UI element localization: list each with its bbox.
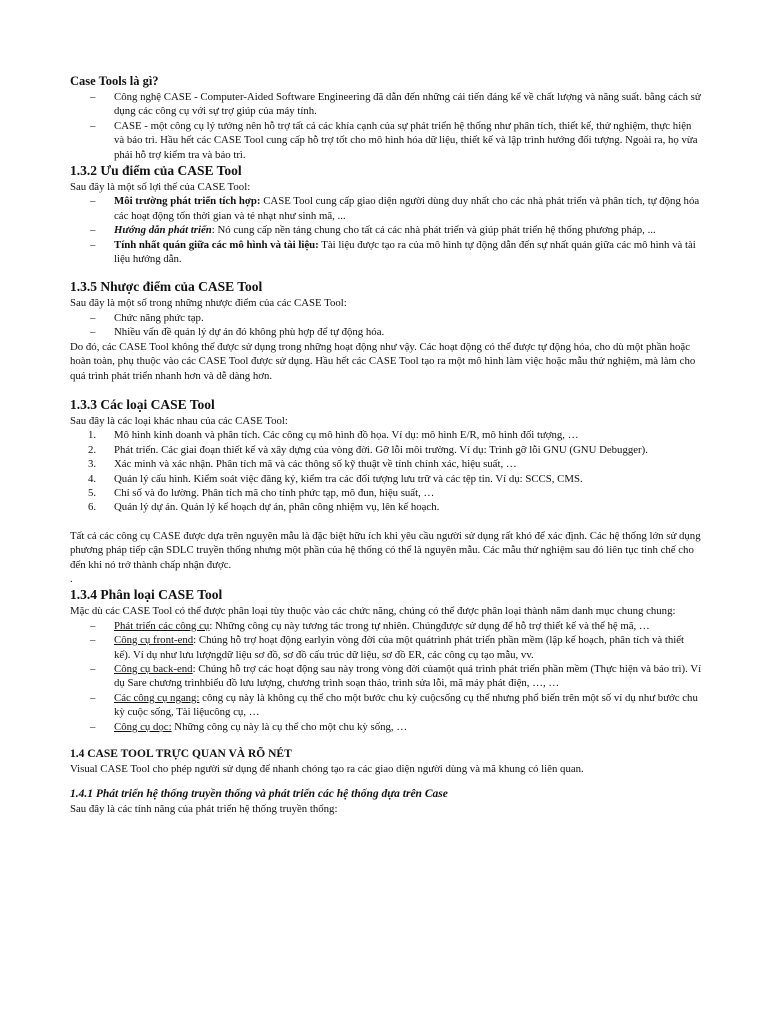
item-text: Phát triển. Các giai đoạn thiết kế và xây dựng của vòng đời. Gỡ lỗi môi trường. Ví dụ: Trình gỡ lỗi GNU (GNU Debugger). bbox=[114, 443, 648, 456]
list-item: – Nhiều vấn đề quản lý dự án đó không phù hợp để tự động hóa. bbox=[70, 325, 702, 339]
list-item bbox=[70, 691, 702, 720]
item-number: 3. bbox=[88, 458, 97, 471]
heading-classification: 1.3.4 Phân loại CASE Tool bbox=[70, 587, 223, 603]
stray-dot: . bbox=[70, 572, 73, 585]
item-number: 5. bbox=[88, 486, 97, 499]
heading-visual-case: 1.4 CASE TOOL TRỰC QUAN VÀ RÕ NÉT bbox=[70, 748, 292, 761]
heading-case-tools: Case Tools là gì? bbox=[70, 74, 159, 88]
list-item: – Chức năng phức tạp. bbox=[70, 311, 702, 325]
item-number: 4. bbox=[88, 472, 97, 485]
classification-intro: Mặc dù các CASE Tool có thể được phân loại tùy thuộc vào các chức năng, chúng có thể được phân loại thành năm danh mục chung chung: bbox=[70, 605, 676, 618]
heading-advantages: 1.3.2 Ưu điểm của CASE Tool bbox=[70, 163, 242, 179]
item-text: : Những công cụ này tương tác trong tự nhiên. Chúngđược sử dụng để hỗ trợ thiết kế và thể hệ mã, … bbox=[209, 619, 650, 632]
list-item bbox=[70, 662, 702, 691]
list-item bbox=[70, 500, 702, 514]
item-number: 1. bbox=[88, 429, 97, 442]
types-list bbox=[70, 428, 702, 514]
item-number: 2. bbox=[88, 443, 97, 456]
item-text: : Nó cung cấp nền tảng chung cho tất cả các nhà phát triển và giúp phát triển hệ thống phương pháp, ... bbox=[211, 224, 656, 237]
item-text: Quản lý dự án. Quản lý kế hoạch dự án, phân công nhiệm vụ, lên kế hoạch. bbox=[114, 501, 440, 514]
heading-disadvantages: 1.3.5 Nhược điểm của CASE Tool bbox=[70, 279, 263, 295]
item-text: Quản lý cấu hình. Kiểm soát việc đăng ký, kiểm tra các đối tượng lưu trữ và các tệp tin. Ví dụ: SCCS, CMS. bbox=[114, 472, 583, 485]
list-item: – Công nghệ CASE - Computer-Aided Software Engineering đã dẫn đến những cải tiến đáng kể về chất lượng và năng suất. bằng cách sử dụng các công cụ với sự trợ giúp của máy tính. bbox=[70, 90, 702, 119]
list-item bbox=[70, 428, 702, 442]
list-item bbox=[70, 472, 702, 486]
list-item bbox=[70, 720, 702, 734]
list-item bbox=[70, 486, 702, 500]
disadvantages-list bbox=[70, 311, 702, 340]
disadvantages-paragraph: Do đó, các CASE Tool không thể được sử dụng trong những hoạt động như vậy. Các hoạt động có thể được tự động hóa, cho dù một phần hoặc hoàn toàn, phụ thuộc vào các CASE Tool được sử dụng. Hầu hết các CASE Tool tạo ra một mô hình làm việc hoặc mẫu thử nghiệm, mà làm cho quá trình phát triển nhanh hơn và dễ dàng hơn. bbox=[70, 340, 696, 382]
list-item bbox=[70, 633, 702, 662]
item-text: : Chúng hỗ trợ hoạt động earlyin vòng đời của một quátrình phát triển phần mềm (lập kế hoạch, phân tích và thiết kế). Ví dụ như lưu lượngdữ liệu sơ đồ, sơ đồ cấu trúc dữ liệu, sơ đồ ER, các công cụ tạo mẫu, vv. bbox=[114, 634, 685, 661]
advantages-list bbox=[70, 194, 702, 266]
case-tools-list bbox=[70, 90, 702, 162]
visual-case-text: Visual CASE Tool cho phép người sử dụng để nhanh chóng tạo ra các giao diện người dùng và mã khung có liên quan. bbox=[70, 763, 584, 776]
list-item bbox=[70, 457, 702, 471]
item-lead: Các công cụ ngang: bbox=[114, 691, 200, 704]
item-number: 6. bbox=[88, 501, 97, 514]
item-lead: Công cụ back-end bbox=[114, 663, 193, 675]
classification-list bbox=[70, 619, 702, 734]
list-item bbox=[70, 194, 702, 223]
advantages-intro: Sau đây là một số lợi thế của CASE Tool: bbox=[70, 181, 251, 194]
list-item bbox=[70, 443, 702, 457]
item-text: Xác minh và xác nhận. Phân tích mã và các thông số kỹ thuật về tính chính xác, hiệu suất, … bbox=[114, 458, 517, 471]
item-text: Chỉ số và đo lường. Phân tích mã cho tính phức tạp, mô đun, hiệu suất, … bbox=[114, 486, 435, 499]
item-text: Những công cụ này là cụ thể cho một chu kỳ sống, … bbox=[171, 720, 408, 733]
types-intro: Sau đây là các loại khác nhau của các CASE Tool: bbox=[70, 414, 288, 427]
item-lead: Môi trường phát triển tích hợp: bbox=[114, 195, 261, 208]
types-paragraph: Tất cả các công cụ CASE được dựa trên nguyên mẫu là đặc biệt hữu ích khi yêu cầu người sử dụng rất khó để xác định. Các hệ thống lớn sử dụng phương pháp tiếp cận SDLC truyền thống nhưng một phần của hệ thống có thể là nguyên mẫu. Các mẫu thử nghiệm sau đó liên tục tinh chế cho đến khi nó trở thành chấp nhận được. bbox=[70, 529, 701, 571]
item-text: công cụ này là không cụ thể cho một bước chu kỳ cuộcsống cụ thể nhưng phổ biến trên một số ví dụ như bước chu kỳ cuộc sống, Tài liệucông cụ, … bbox=[114, 691, 698, 719]
item-text: : Chúng hỗ trợ các hoạt động sau này trong vòng đời củamột quá trình phát triển phần mềm (Thực hiện và bảo trì). Ví dụ Sare chương trìnhbiểu đồ lưu lượng, chương trình soạn thảo, trình sửa lỗi, mã máy phát điện, …, … bbox=[114, 663, 702, 690]
heading-types: 1.3.3 Các loại CASE Tool bbox=[70, 396, 215, 412]
disadvantages-intro: Sau đây là một số trong những nhược điểm của các CASE Tool: bbox=[70, 297, 347, 310]
list-item bbox=[70, 619, 702, 633]
traditional-text: Sau đây là các tính năng của phát triển hệ thống truyền thống: bbox=[70, 803, 338, 816]
list-item bbox=[70, 223, 702, 237]
heading-traditional-vs-case: 1.4.1 Phát triển hệ thống truyền thống và phát triển các hệ thống dựa trên Case bbox=[70, 788, 448, 801]
item-lead: Tính nhất quán giữa các mô hình và tài liệu: bbox=[114, 238, 319, 251]
item-text: CASE Tool cung cấp giao diện người dùng duy nhất cho các nhà phát triển và phân tích, tự động hóa các hoạt động tốn thời gian và tẻ nhạt như sinh mã, ... bbox=[114, 195, 700, 222]
item-lead: Phát triển các công cụ bbox=[114, 619, 210, 632]
item-lead: Công cụ front-end bbox=[114, 634, 194, 647]
item-lead: Hướng dẫn phát triển bbox=[114, 224, 212, 237]
item-text: Mô hình kinh doanh và phân tích. Các công cụ mô hình đồ họa. Ví dụ: mô hình E/R, mô hình đối tượng, … bbox=[114, 429, 579, 442]
list-item: – CASE - một công cụ lý tưởng nên hỗ trợ tất cả các khía cạnh của sự phát triển hệ thống như phân tích, thiết kế, thử nghiệm, thực hiện và bảo trì. Hầu hết các CASE Tool cung cấp hỗ trợ tốt cho mô hình hóa dữ liệu, thiết kế và lập trình hướng đối tượng. Ngoài ra, họ vừa phải hỗ trợ kiểm tra và bảo trì. bbox=[70, 119, 702, 162]
item-text: Tài liệu được tạo ra của mô hình tự động dẫn đến sự nhất quán giữa các mô hình và tài liệu hướng dẫn. bbox=[114, 238, 696, 266]
list-item bbox=[70, 238, 702, 267]
document-page bbox=[70, 66, 702, 817]
item-lead: Công cụ dọc: bbox=[114, 720, 172, 733]
